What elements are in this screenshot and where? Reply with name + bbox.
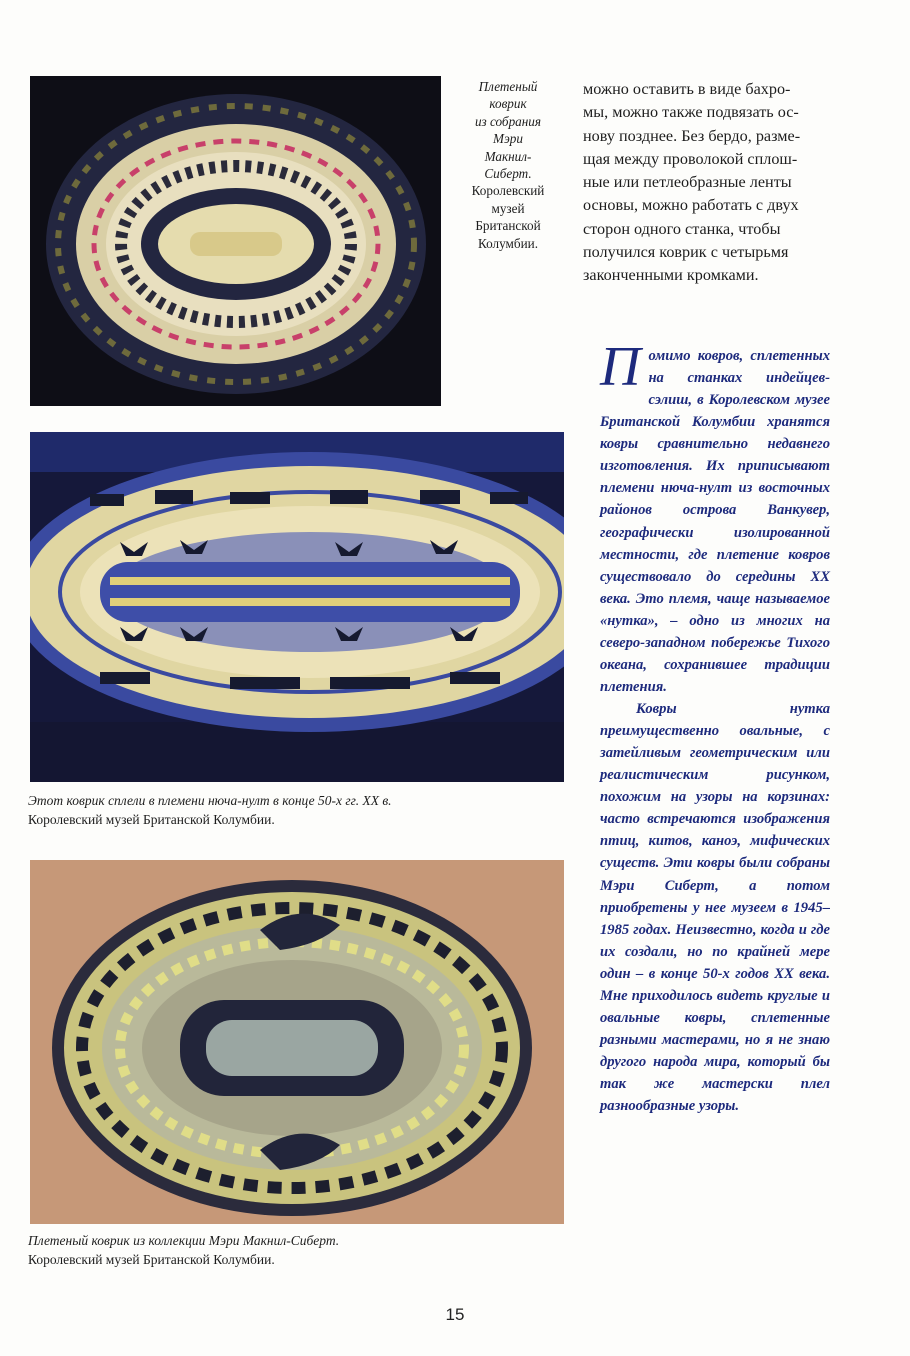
caption-line: Макнил-: [484, 148, 532, 164]
caption-line: Британской: [475, 218, 541, 234]
body-line: нову позднее. Без бердо, разме-: [583, 126, 801, 145]
caption-line: из собрания: [474, 113, 542, 129]
body-line: можно оставить в виде бахро-: [583, 80, 791, 98]
caption-line: музей: [491, 200, 525, 216]
rug-oval-image-3: [30, 860, 564, 1224]
body-line: мы, можно также подвязать ос-: [583, 103, 799, 122]
sidebar-para1-text: омимо ковров, сплетенных на станках индейцев-сэлиш, в Королевском музее Британской Колумбии хранятся ковры сравнительно недавнего изготовления. Их приписывают племени нюча-нулт из восточных районов острова Ванкувер, географически изолированной местности, где плетение ковров существовало до середины XX века. Это племя, чаще называемое «нутка», – одно из многих на северо-западном побережье Тихого океана, сохранившее традиции плетения.: [600, 348, 830, 695]
rug-oval-image-2: [30, 432, 564, 782]
drop-cap: П: [600, 336, 641, 398]
caption-italic: Плетеный коврик из коллекции Мэри Макнил-Сиберт.: [28, 1233, 340, 1248]
caption-line: Сиберт.: [484, 166, 532, 182]
body-line: основы, можно работать с двух: [583, 196, 799, 215]
rug-oval-image-1: [30, 76, 441, 406]
rug-photo-1: [30, 76, 441, 406]
page-number: 15: [445, 1305, 465, 1324]
rug-photo-2: [30, 432, 564, 782]
sidebar-text: [600, 336, 830, 1117]
caption-line: Королевский: [471, 183, 545, 199]
sidebar-paragraph-1: [600, 336, 830, 698]
caption-italic: Этот коврик сплели в племени нюча-нулт в конце 50-х гг. XX в.: [28, 793, 392, 808]
sidebar-paragraph-2: Ковры нутка преимущественно овальные, с затейливым геометрическим или реалистическим рисунком, похожим на узоры на корзинах: часто встречаются изображения птиц, китов, каноэ, мифических существ. Эти ковры были собраны Мэри Сиберт, а потом приобретены у нее музеем в 1945–1985 годах. Неизвестно, когда и где их создали, но по крайней мере один – в конце 50-х годов XX века. Мне приходилось видеть круглые и овальные ковры, сплетенные разными мастерами, но я не знаю другого народа мира, который бы так же мастерски плел разнообразные узоры.: [600, 701, 830, 1115]
body-text-column: [583, 78, 845, 288]
photo2-caption: [28, 792, 548, 829]
caption-line: Мэри: [493, 131, 523, 147]
caption-line: Плетеный: [478, 79, 538, 94]
body-line: законченными кромками.: [583, 266, 759, 285]
body-line: щая между проволокой сплош-: [583, 149, 798, 168]
rug-photo-3: [30, 860, 564, 1224]
caption-line: коврик: [489, 96, 527, 112]
caption-roman: Королевский музей Британской Колумбии.: [28, 1251, 275, 1267]
photo3-caption: [28, 1232, 548, 1269]
caption-roman: Королевский музей Британской Колумбии.: [28, 811, 275, 827]
caption-line: Колумбии.: [477, 235, 539, 251]
body-line: ные или петлеобразные ленты: [583, 173, 792, 192]
photo1-caption: [452, 78, 564, 252]
body-line: сторон одного станка, чтобы: [583, 219, 781, 238]
body-line: получился коврик с четырьмя: [583, 243, 789, 262]
